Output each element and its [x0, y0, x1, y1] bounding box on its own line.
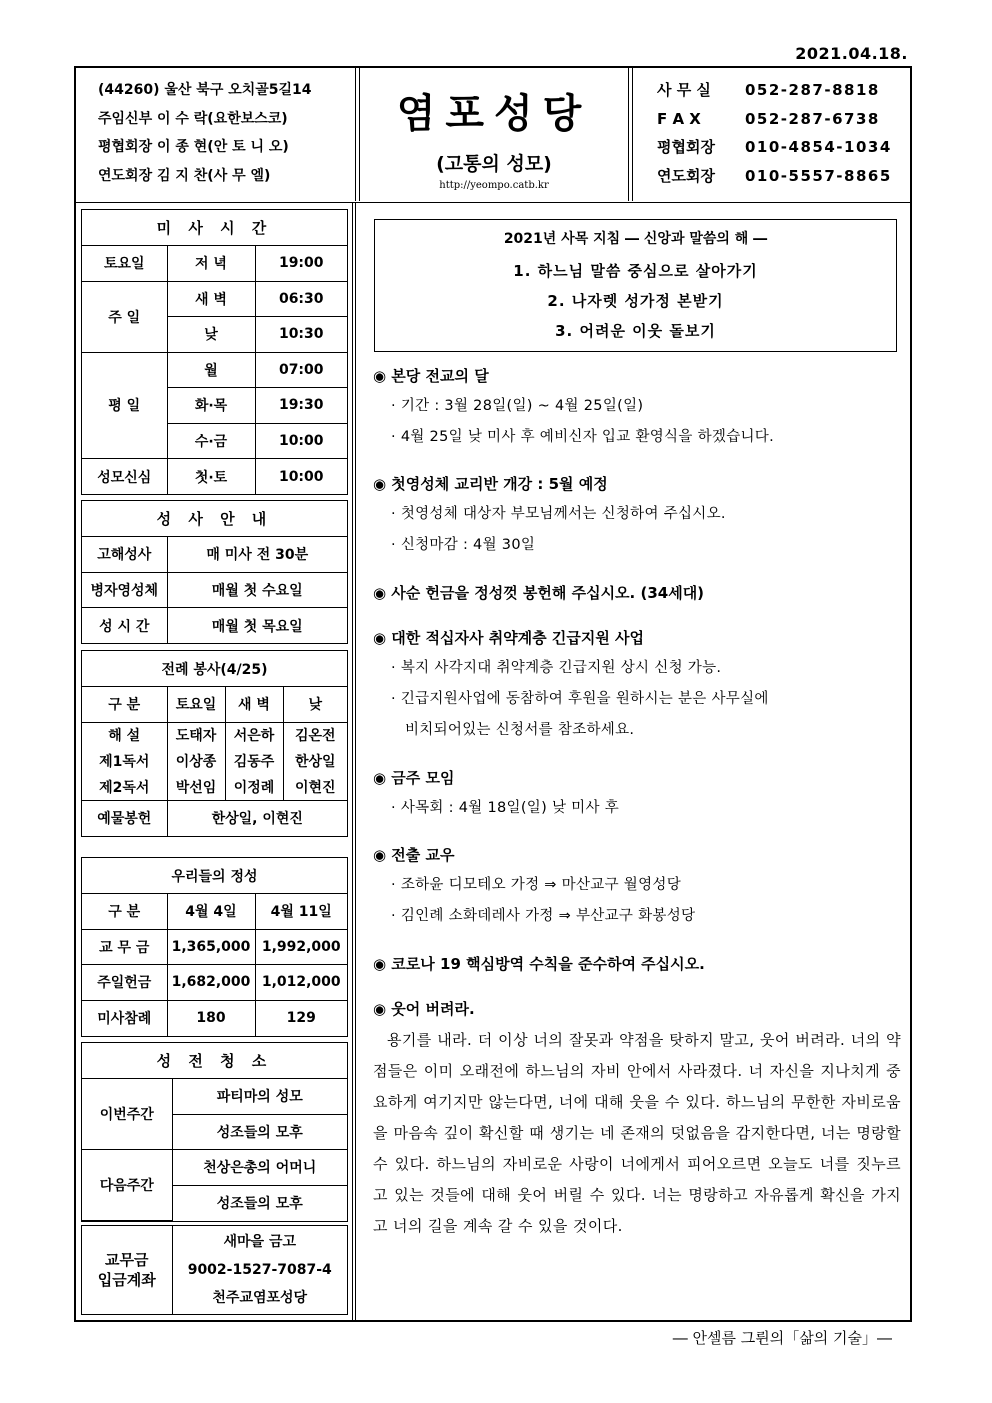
contact-row: F A X 052-287-6738	[657, 109, 880, 128]
council-president: 평협회장 이 종 현(안 토 니 오)	[98, 139, 289, 155]
page-subtitle: (고통의 성모)	[436, 153, 552, 175]
contact-row: 연도회장 010-5557-8865	[657, 166, 892, 185]
column-divider	[352, 203, 356, 1322]
notice-laugh: ◉ 웃어 버려라.	[373, 1000, 475, 1018]
notice-red-cross: ◉ 대한 적십자사 취약계층 긴급지원 사업 · 복지 사각지대 취약계층 긴급지원 상시 신청 가능. · 긴급지원사업에 동참하여 후원을 원하시는 분은 사무실에 비치되어있는 신청서를 참조하세요.	[373, 629, 769, 738]
contacts	[632, 68, 910, 201]
parish-info	[76, 68, 356, 201]
offering-table: 우리들의 정성 구 분 4월 4일 4월 11일 교 무 금 1,365,000 1,992,000 주일헌금 1,682,000 1,012,000 미사참례 180 129	[81, 857, 348, 1037]
title-block	[359, 68, 629, 201]
notice-covid: ◉ 코로나 19 핵심방역 수칙을 준수하여 주십시오.	[373, 955, 705, 973]
notice-transfers: ◉ 전출 교우 · 조하윤 디모테오 가정 ⇒ 마산교구 월영성당 · 김인례 소화데레사 가정 ⇒ 부산교구 화봉성당	[373, 846, 696, 924]
website-link[interactable]: http://yeompo.catb.kr	[439, 180, 549, 191]
liturgy-table: 전례 봉사(4/25) 구 분 토요일 새 벽 낮 해 설 도태자 서은하 김온전 제1독서 이상종 김동주 한상일 제2독서 박선임 이정례 이현진 예물봉헌 한상일, 이현진	[81, 650, 348, 837]
contact-row: 평협회장 010-4854-1034	[657, 138, 892, 156]
sacraments-table: 성 사 안 내 고해성사 매 미사 전 30분 병자영성체 매월 첫 수요일 성 시 간 매월 첫 목요일	[81, 500, 348, 644]
essay-text: 용기를 내라. 더 이상 너의 잘못과 약점을 탓하지 말고, 웃어 버려라. 너의 약점들은 이미 오래전에 하느님의 자비 안에서 사라졌다. 너 자신을 지나치게 중요하게 여기지만 않는다면, 너에 대해 웃을 수 있다. 하느님의 무한한 자비로움을 마음속 깊이 확신할 때 생기는 네 존재의 덧없음을 감지한다면, 너는 명랑할 수 있다. 하느님의 자비로운 사랑이 너에게서 피어오르면 오늘도 너를 짓누르고 있는 것들에 대해 웃어 버릴 수 있다. 너는 명랑하고 자유롭게 확신을 가지고 너의 길을 계속 갈 수 있을 것이다.	[373, 1031, 901, 1235]
cleaning-table: 성 전 청 소 이번주간 파티마의 성모 성조들의 모후 다음주간 천상은총의 어머니 성조들의 모후	[81, 1042, 348, 1222]
address: (44260) 울산 북구 오치골5길14	[98, 82, 312, 98]
pastoral-guidelines: 2021년 사목 지침 ― 신앙과 말씀의 해 ― 1. 하느님 말씀 중심으로 살아가기 2. 나자렛 성가정 본받기 3. 어려운 이웃 돌보기	[374, 219, 897, 352]
page-title: 염포성당	[396, 91, 592, 137]
notice-lent-offering: ◉ 사순 헌금을 정성껏 봉헌해 주십시오. (34세대)	[373, 584, 705, 602]
issue-date: 2021.04.18.	[795, 44, 908, 63]
bulletin	[74, 66, 912, 1347]
notice-meetings: ◉ 금주 모임 · 사목회 : 4월 18일(일) 낮 미사 후	[373, 769, 620, 816]
contact-row: 사 무 실 052-287-8818	[657, 81, 880, 99]
notice-first-communion: ◉ 첫영성체 교리반 개강 : 5월 예정 · 첫영성체 대상자 부모님께서는 신청하여 주십시오. · 신청마감 : 4월 30일	[373, 475, 726, 553]
header	[76, 68, 910, 203]
account-table: 교무금 입금계좌 새마을 금고 9002-1527-7087-4 천주교염포성당	[81, 1225, 348, 1315]
essay-source: ― 안셀름 그륀의「삶의 기술」―	[672, 1329, 892, 1347]
mass-title: 미 사 시 간	[82, 210, 347, 246]
prayer-president: 연도회장 김 지 찬(사 무 엘)	[98, 167, 271, 184]
notice-mission-month: ◉ 본당 전교의 달 · 기간 : 3월 28일(일) ~ 4월 25일(일) · 4월 25일 낮 미사 후 예비신자 입교 환영식을 하겠습니다.	[373, 367, 775, 445]
mass-times-table: 미 사 시 간 토요일 저 녁 19:00 주 일 새 벽 06:30 낮 10:30 평 일 월 07:00 화·목 19:30 수·금 10:00 성모신심 첫·토 10:00	[81, 209, 348, 495]
pastor: 주임신부 이 수 락(요한보스코)	[98, 110, 288, 127]
